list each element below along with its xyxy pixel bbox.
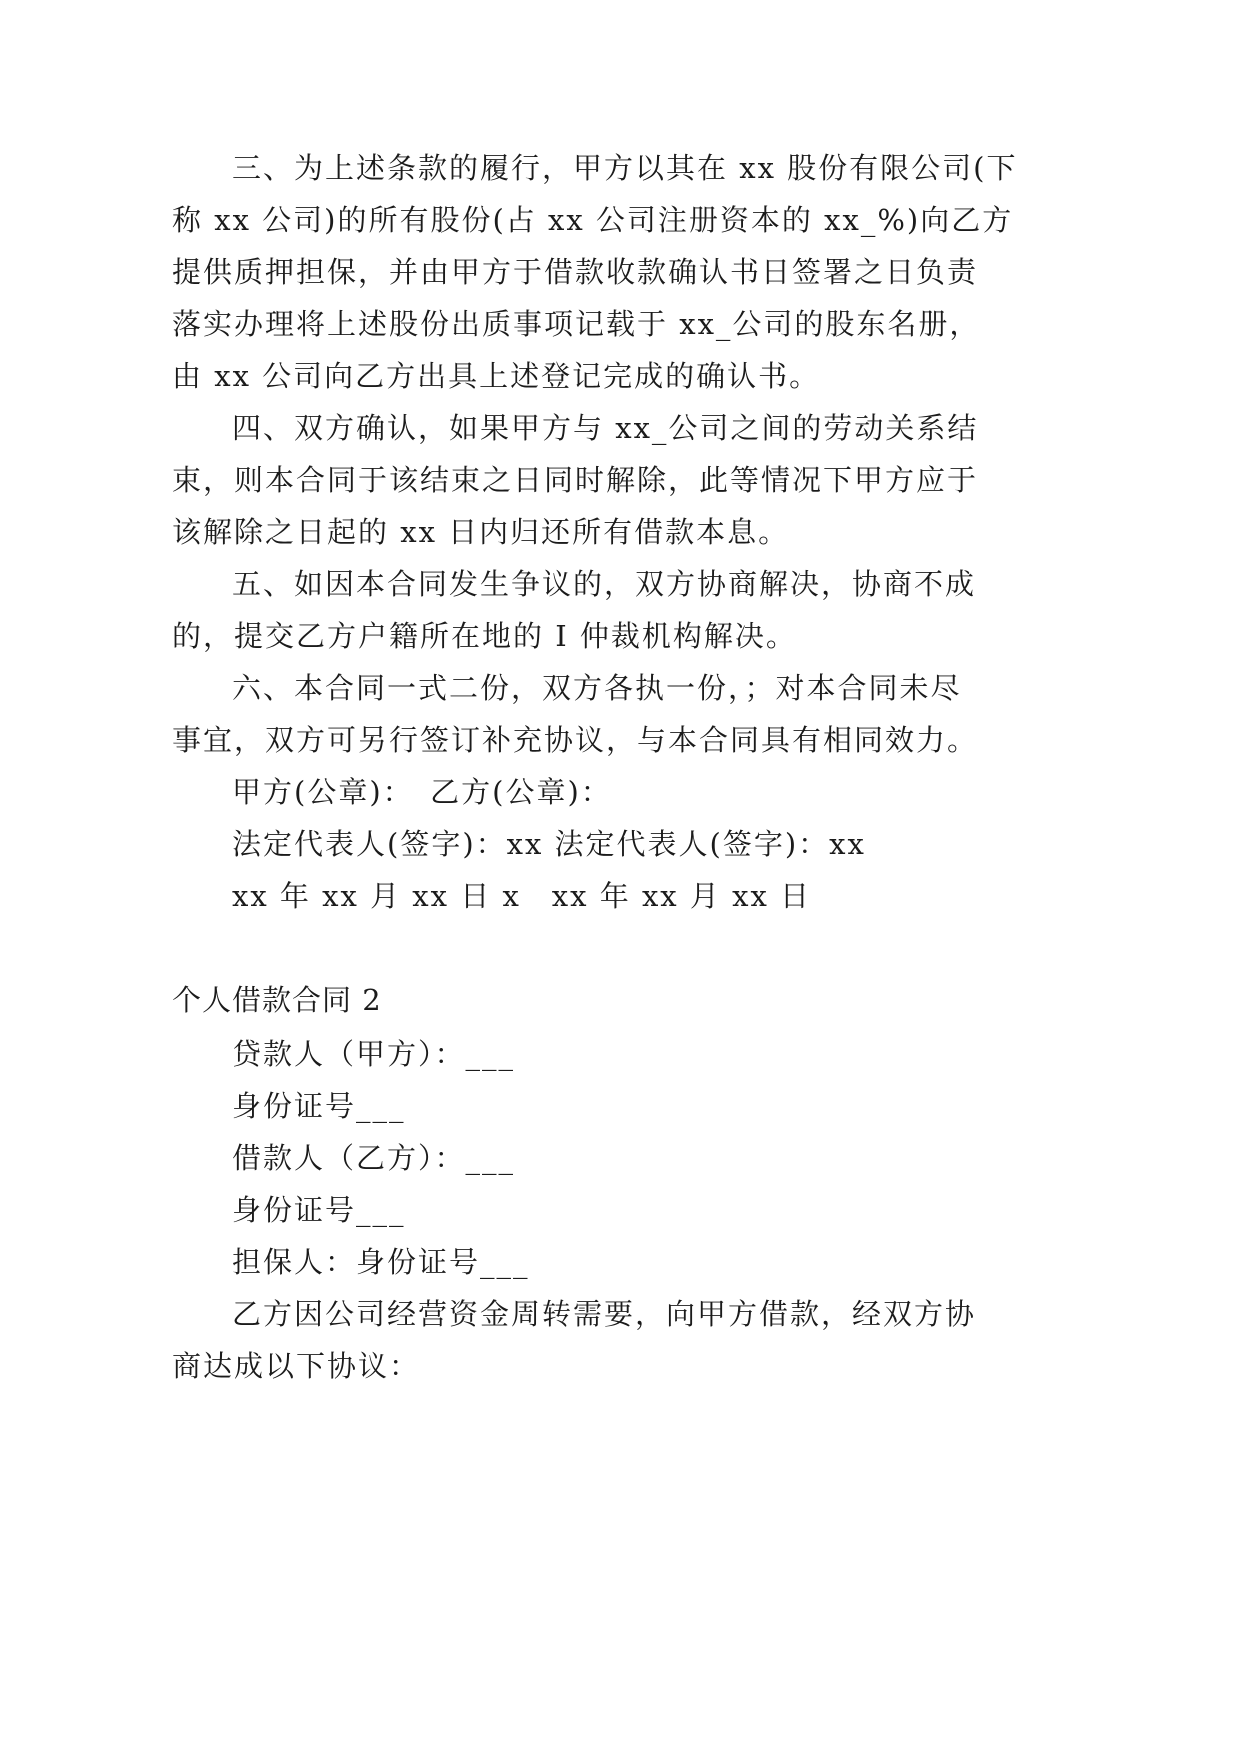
clause-4-line-2: 束，则本合同于该结束之日同时解除，此等情况下甲方应于 bbox=[172, 463, 979, 497]
clause-5-line-2: 的，提交乙方户籍所在地的 I 仲裁机构解决。 bbox=[172, 619, 797, 653]
date-line: xx 年 xx 月 xx 日 x xx 年 xx 月 xx 日 bbox=[232, 879, 812, 913]
clause-5-line-1: 五、如因本合同发生争议的，双方协商解决，协商不成 bbox=[232, 567, 977, 601]
lender-line: 贷款人（甲方）：___ bbox=[232, 1037, 516, 1071]
clause-3-line-1: 三、为上述条款的履行，甲方以其在 xx 股份有限公司(下 bbox=[232, 151, 1018, 185]
clause-3-line-5: 由 xx 公司向乙方出具上述登记完成的确认书。 bbox=[172, 359, 821, 393]
legal-rep-signature-line: 法定代表人(签字)：xx 法定代表人(签字)：xx bbox=[232, 827, 866, 861]
borrower-id-line: 身份证号___ bbox=[232, 1193, 406, 1227]
clause-3-line-2: 称 xx 公司)的所有股份(占 xx 公司注册资本的 xx_%)向乙方 bbox=[172, 203, 1014, 237]
guarantor-line: 担保人：身份证号___ bbox=[232, 1245, 530, 1279]
contract-2-title: 个人借款合同 2 bbox=[172, 983, 382, 1017]
borrower-line: 借款人（乙方）：___ bbox=[232, 1141, 516, 1175]
clause-3-line-4: 落实办理将上述股份出质事项记载于 xx_公司的股东名册， bbox=[172, 307, 981, 341]
clause-4-line-1: 四、双方确认，如果甲方与 xx_公司之间的劳动关系结 bbox=[232, 411, 979, 445]
clause-6-line-2: 事宜，双方可另行签订补充协议，与本合同具有相同效力。 bbox=[172, 723, 979, 757]
lender-id-line: 身份证号___ bbox=[232, 1089, 406, 1123]
intro-line-2: 商达成以下协议： bbox=[172, 1349, 421, 1383]
clause-4-line-3: 该解除之日起的 xx 日内归还所有借款本息。 bbox=[172, 515, 790, 549]
intro-line-1: 乙方因公司经营资金周转需要，向甲方借款，经双方协 bbox=[232, 1297, 977, 1331]
seal-line: 甲方(公章)： 乙方(公章)： bbox=[232, 775, 612, 809]
clause-3-line-3: 提供质押担保，并由甲方于借款收款确认书日签署之日负责 bbox=[172, 255, 979, 289]
clause-6-line-1: 六、本合同一式二份，双方各执一份，；对本合同未尽 bbox=[232, 671, 962, 705]
